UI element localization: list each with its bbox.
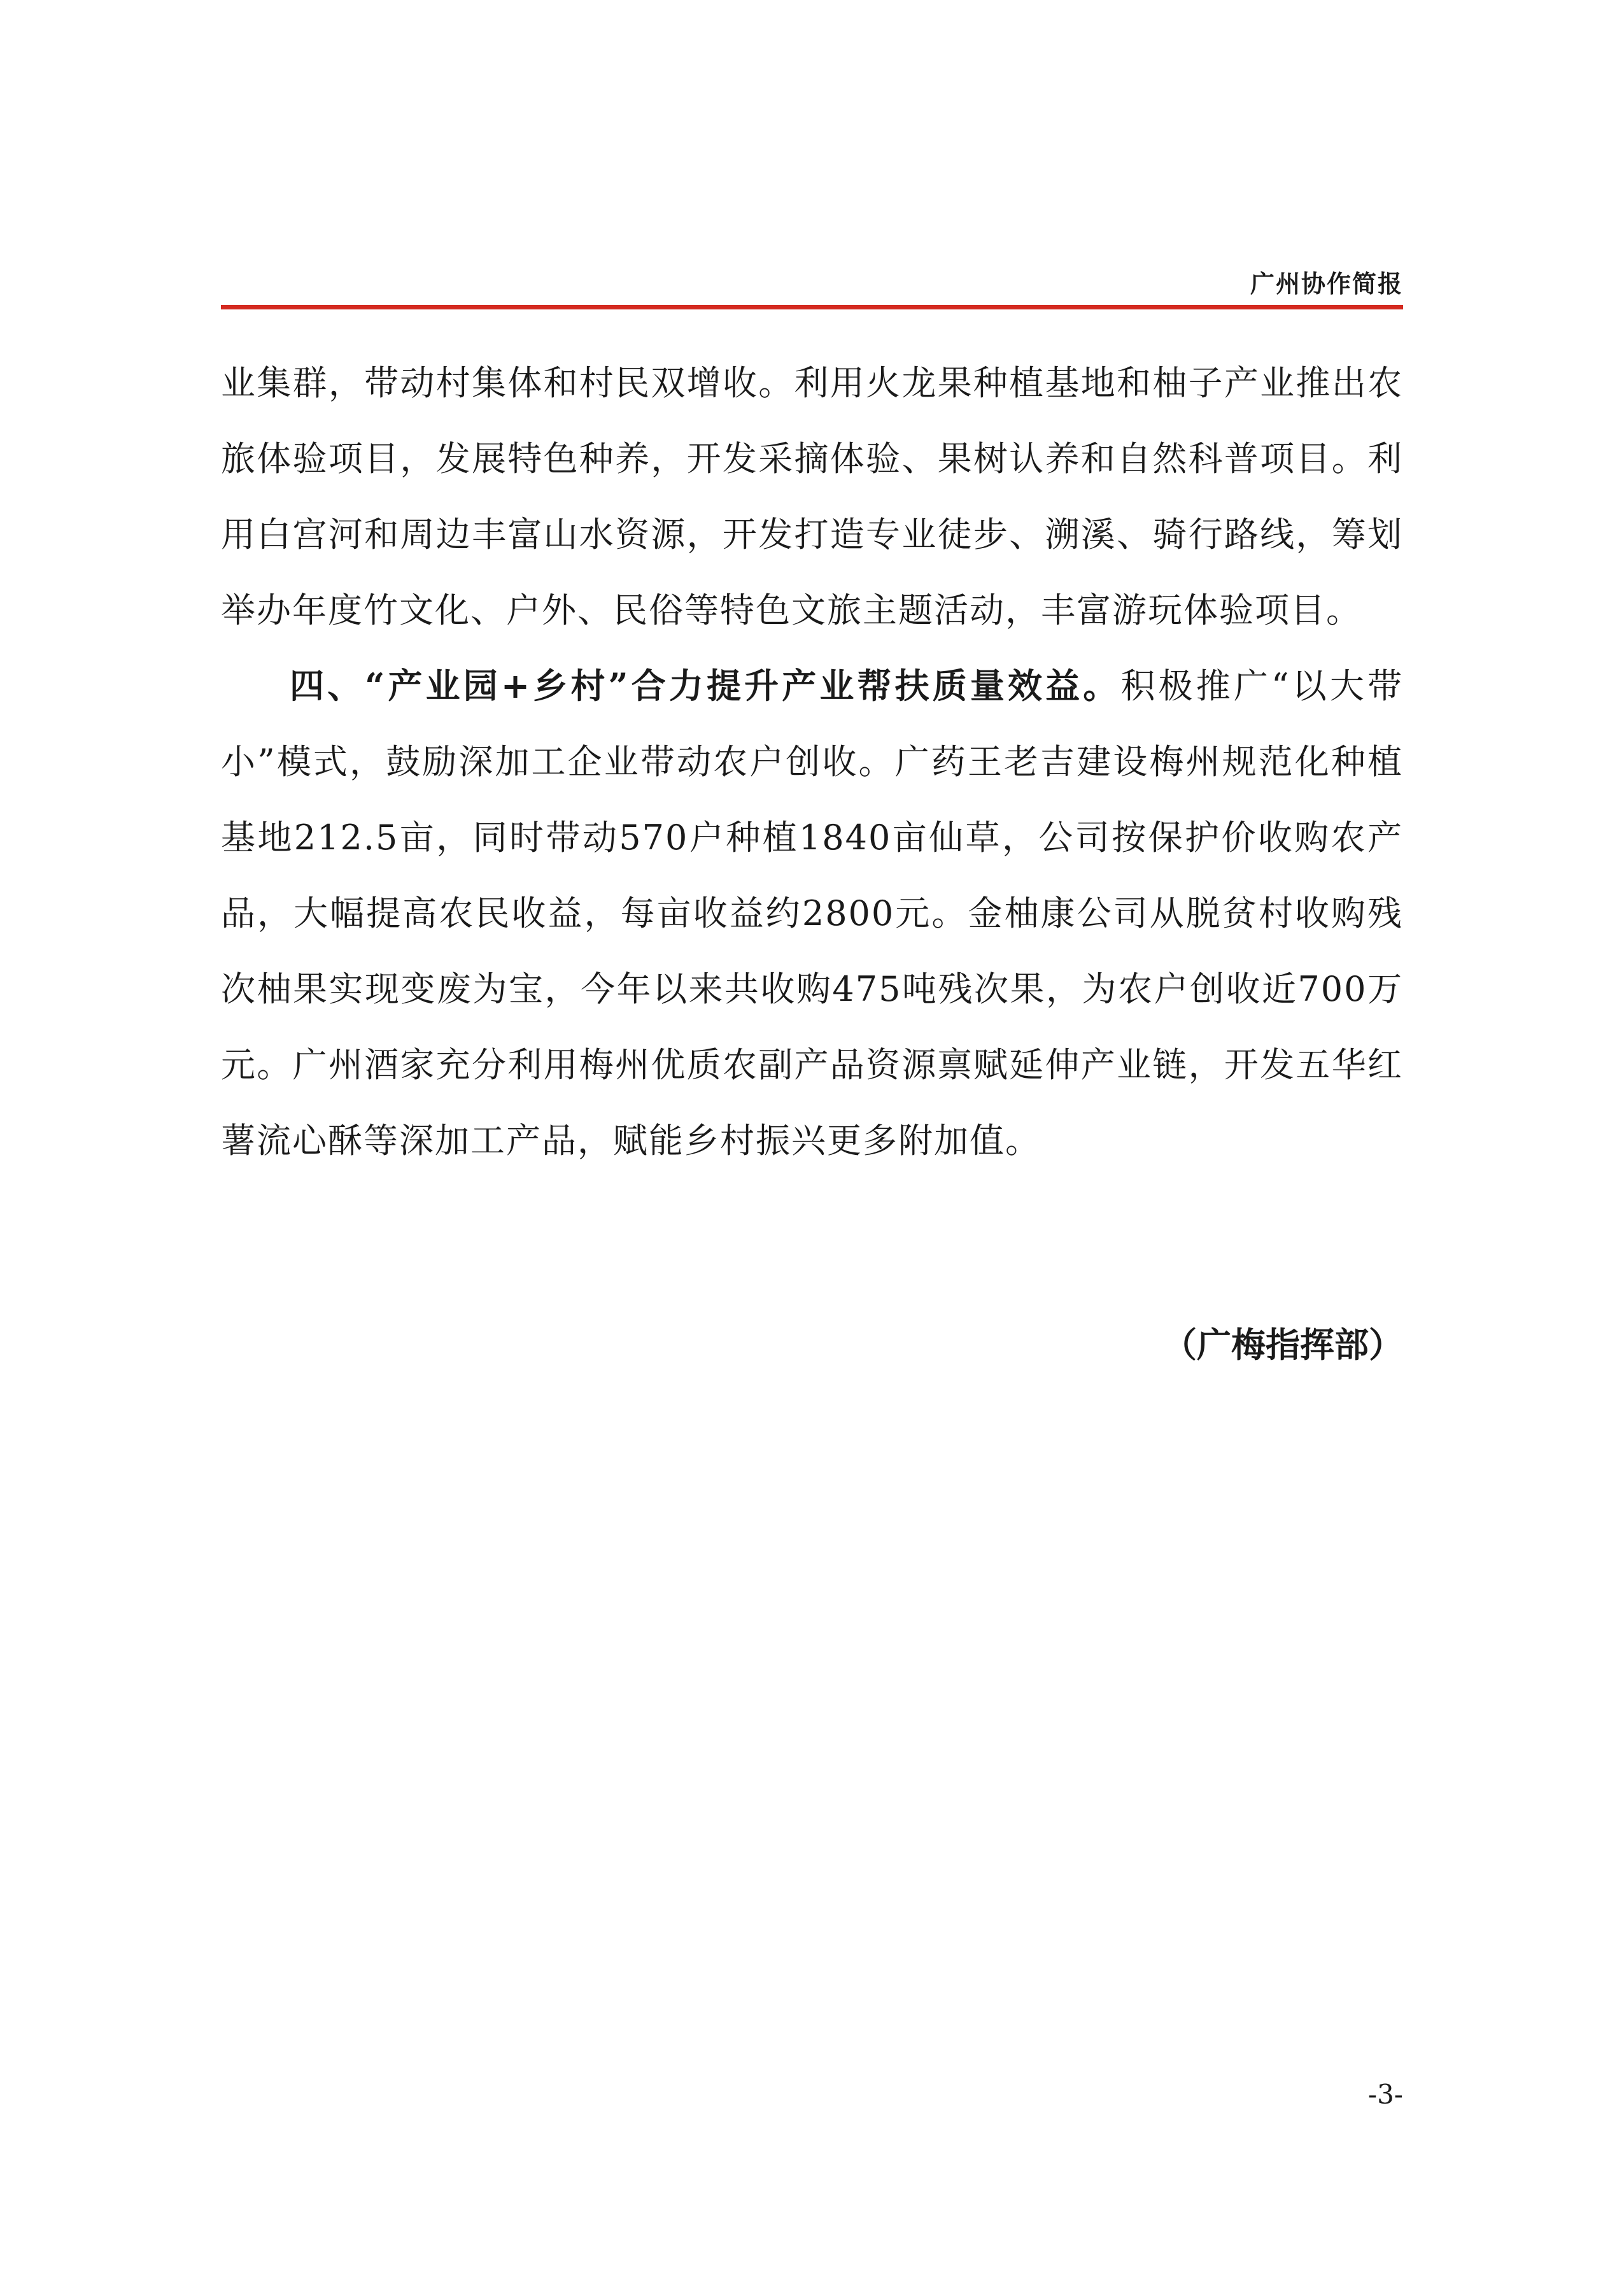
section-body: 积极推广“以大带小”模式，鼓励深加工企业带动农户创收。广药王老吉建设梅州规范化种植基地212.5亩，同时带动570户种植1840亩仙草，公司按保护价收购农产品，大幅提高农民收益，每亩收益约2800元。金柚康公司从脱贫村收购残次柚果实现变废为宝，今年以来共收购475吨残次果，为农户创收近700万元。广州酒家充分利用梅州优质农副产品资源禀赋延伸产业链，开发五华红薯流心酥等深加工产品，赋能乡村振兴更多附加值。 [221, 666, 1403, 1161]
page-number: -3- [1367, 2079, 1403, 2110]
document-body [221, 345, 1403, 1178]
header-divider [221, 305, 1403, 309]
signature: （广梅指挥部） [1162, 1324, 1403, 1365]
paragraph-section-four [221, 648, 1403, 1178]
paragraph-continuation: 业集群，带动村集体和村民双增收。利用火龙果种植基地和柚子产业推出农旅体验项目，发展特色种养，开发采摘体验、果树认养和自然科普项目。利用白宫河和周边丰富山水资源，开发打造专业徒步、溯溪、骑行路线，筹划举办年度竹文化、户外、民俗等特色文旅主题活动，丰富游玩体验项目。 [221, 363, 1403, 630]
header-title: 广州协作简报 [1250, 269, 1403, 298]
section-heading: 四、“产业园+乡村”合力提升产业帮扶质量效益。 [290, 665, 1121, 706]
